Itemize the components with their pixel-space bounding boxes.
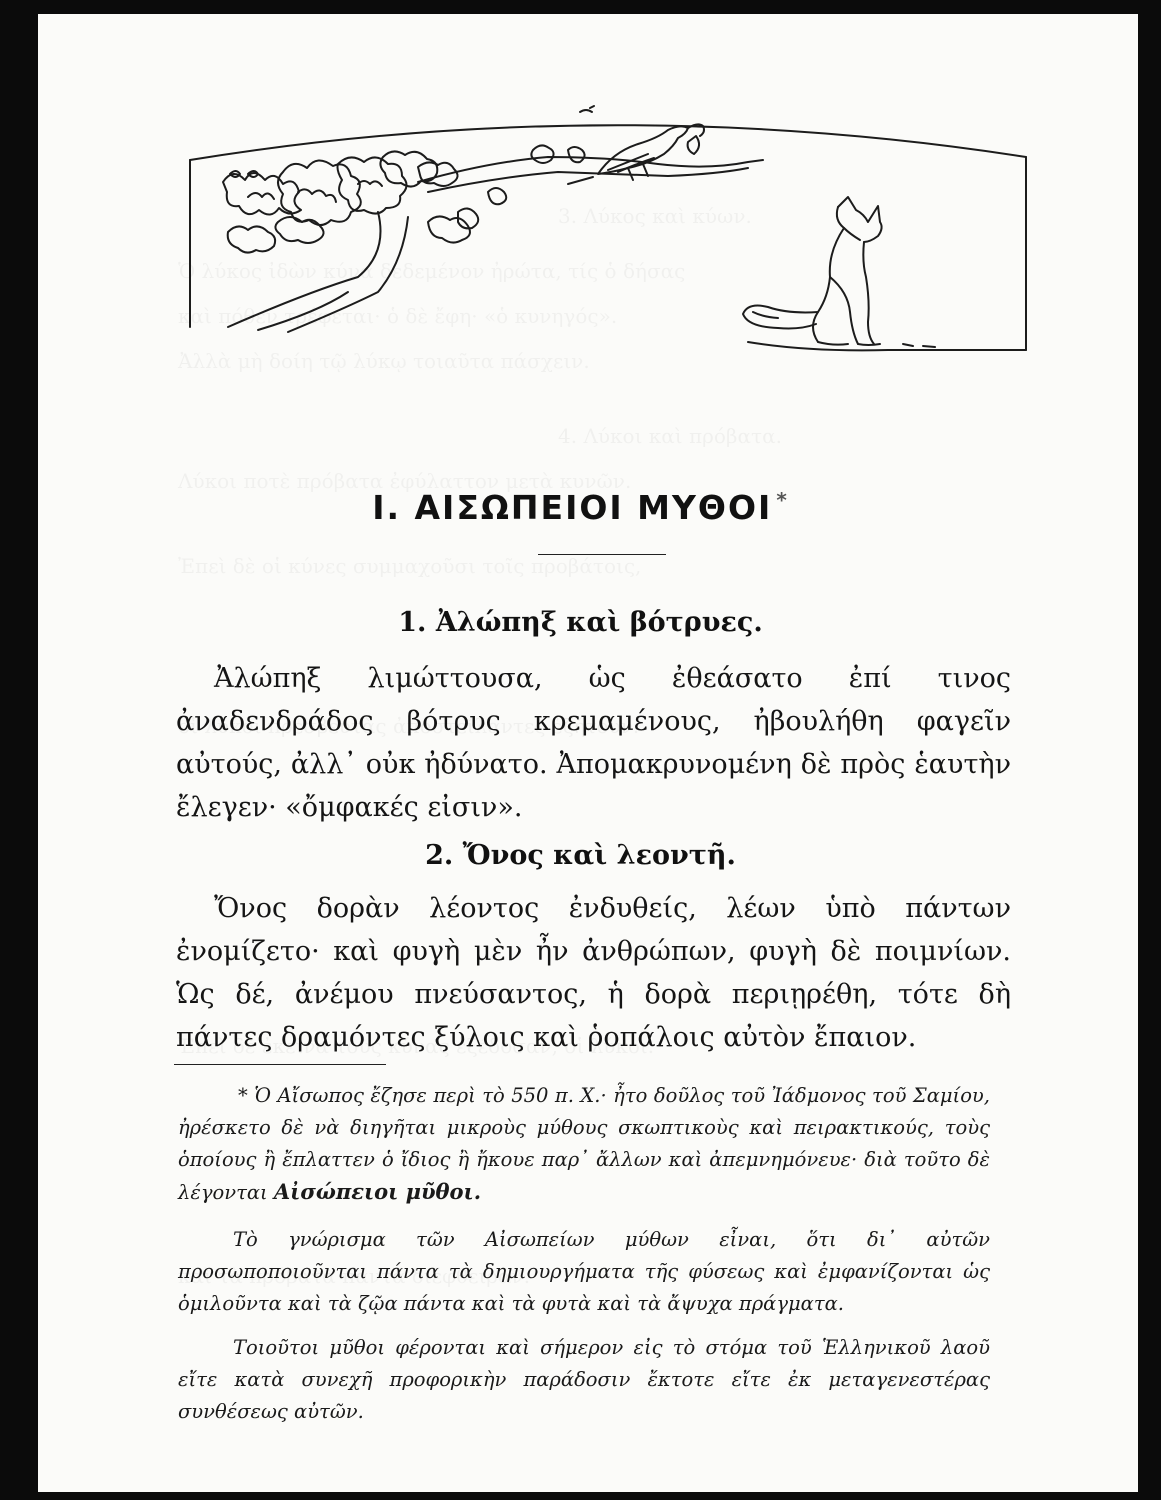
footnote-paragraph-2: Τὸ γνώρισμα τῶν Αἰσωπείων μύθων εἶναι, ὅτι δι᾽ αὐτῶν προσωποποιοῦνται πάντα τὰ δημιουργήματα τῆς φύσεως καὶ ἐμφανίζονται ὡς ὁμιλοῦντα καὶ τὰ ζῷα πάντα καὶ τὰ φυτὰ καὶ τὰ ἄψυχα πράγματα. <box>178 1228 990 1315</box>
vignette-top-arc <box>190 125 1026 160</box>
footnote-1-text: * Ὁ Αἴσωπος ἔζησε περὶ τὸ 550 π. Χ.· ἦτο δοῦλος τοῦ Ἰάδμονος τοῦ Σαμίου, ἠρέσκετο δὲ νὰ διηγῆται μικροὺς μύθους σκωπτικοὺς καὶ πειρακτικούς, τοὺς ὁποίους ἢ ἔπλαττεν ὁ ἴδιος ἢ ἤκουε παρ᾽ ἄλλων καὶ ἀπεμνημόνευε· διὰ τοῦτο δὲ λέγονται <box>178 1084 990 1204</box>
title-divider <box>538 554 666 555</box>
tree-trunk <box>228 212 381 327</box>
book-page <box>38 14 1138 1492</box>
footnote-divider <box>174 1064 386 1065</box>
footnote-marker: * <box>776 488 789 512</box>
fable-1-text: Ἀλώπηξ λιμώττουσα, ὡς ἐθεάσατο ἐπί τινος ἀναδενδράδος βότρυς κρεμαμένους, ἠβουλήθη φαγεῖν αὐτούς, ἀλλ᾽ οὐκ ἠδύνατο. Ἀπομακρυνομένη δὲ πρὸς ἑαυτὴν ἔλεγεν· «ὄμφακές εἰσιν». <box>176 663 1011 823</box>
footnote-paragraph-3: Τοιοῦτοι μῦθοι φέρονται καὶ σήμερον εἰς τὸ στόμα τοῦ Ἑλληνικοῦ λαοῦ εἴτε κατὰ συνεχῆ προφορικὴν παράδοσιν ἔκτοτε εἴτε ἐκ μεταγενεστέρας συνθέσεως αὐτῶν. <box>178 1336 990 1423</box>
fable-2-text: Ὄνος δορὰν λέοντος ἐνδυθείς, λέων ὑπὸ πάντων ἐνομίζετο· καὶ φυγὴ μὲν ἦν ἀνθρώπων, φυγὴ δὲ ποιμνίων. Ὡς δέ, ἀνέμου πνεύσαντος, ἡ δορὰ περιῃρέθη, τότε δὴ πάντες δραμόντες ξύλοις καὶ ῥοπάλοις αὐτὸν ἔπαιον. <box>176 893 1011 1053</box>
chapter-title-text: I. ΑΙΣΩΠΕΙΟΙ ΜΥΘΟΙ <box>372 488 773 527</box>
fox-and-crow-vignette-icon <box>188 102 1028 367</box>
cheese-icon <box>688 136 699 154</box>
fable-1-heading: 1. Ἀλώπηξ καὶ βότρυες. <box>398 607 763 638</box>
fox-head <box>838 197 882 242</box>
fox-tail <box>743 306 818 329</box>
fable-2-heading: 2. Ὄνος καὶ λεοντῆ. <box>425 840 736 871</box>
crow-body <box>598 126 688 174</box>
chapter-title <box>38 488 1138 527</box>
fox-chest <box>863 242 874 344</box>
footnote-1-emphasis: Αἰσώπειοι μῦθοι. <box>273 1179 482 1204</box>
footnote-paragraph-1 <box>178 1080 990 1209</box>
